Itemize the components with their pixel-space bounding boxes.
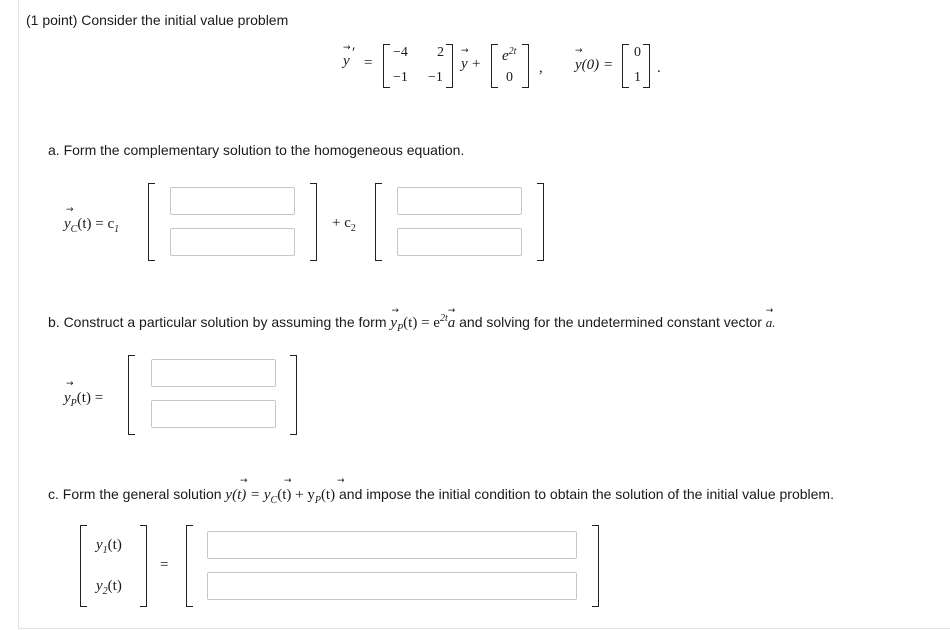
part-b-bottom-input[interactable] <box>151 400 276 428</box>
vector-arrow-icon: → <box>337 476 345 486</box>
part-a-vec1-bottom-input[interactable] <box>170 228 295 256</box>
initial-left-bracket <box>622 44 629 88</box>
vector-arrow-icon: → <box>343 43 351 53</box>
matrix-a21: −1 <box>393 70 408 85</box>
part-c-general: $y(t) = y_C(t) + y_P(t)$ <box>225 487 336 506</box>
vector-arrow-icon: → <box>66 379 74 389</box>
part-a-vec1-left-bracket <box>148 183 155 261</box>
ode-lhs-y: y <box>343 53 350 69</box>
part-c-left-lhs-bracket <box>80 525 87 607</box>
vector-arrow-icon: → <box>240 476 248 486</box>
forcing-top: $e^{2t}$ <box>502 46 517 64</box>
vector-arrow-icon: → <box>447 306 456 316</box>
initial-right-bracket <box>643 44 650 88</box>
initial-equals: = <box>604 57 613 73</box>
part-b-vector-a: → a. <box>765 306 776 330</box>
part-a-vec2-left-bracket <box>375 183 382 261</box>
forcing-right-bracket <box>522 44 529 88</box>
part-c-y1-input[interactable] <box>207 531 577 559</box>
part-a-vec2-bottom-input[interactable] <box>397 228 522 256</box>
vector-arrow-icon: → <box>391 306 399 316</box>
part-b-right-bracket <box>290 355 297 435</box>
initial-bottom: 1 <box>634 70 641 85</box>
part-c-y2-input[interactable] <box>207 572 577 600</box>
part-b-prompt-pre: b. Construct a particular solution by assuming the form <box>48 314 387 330</box>
vector-arrow-icon: → <box>284 476 292 486</box>
part-a-vec1-right-bracket <box>310 183 317 261</box>
forcing-left-bracket <box>491 44 498 88</box>
part-b-prompt <box>48 306 776 334</box>
vector-arrow-icon: → <box>66 205 74 215</box>
part-c-prompt-post: and impose the initial condition to obtain the solution of the initial value problem. <box>339 486 834 502</box>
matrix-left-bracket <box>383 44 390 88</box>
part-b-top-input[interactable] <box>151 359 276 387</box>
part-c-right-rhs-bracket <box>592 525 599 607</box>
part-c-y1-label: $y_1(t)$ <box>96 537 122 556</box>
part-c-right-lhs-bracket <box>140 525 147 607</box>
part-a-vec1-top-input[interactable] <box>170 187 295 215</box>
ode-plus: + <box>472 56 481 72</box>
part-c-y2-label: $y_2(t)$ <box>96 578 122 597</box>
part-b-prompt-post: and solving for the undetermined constant vector <box>459 314 762 330</box>
part-c-prompt-pre: c. Form the general solution <box>48 486 222 502</box>
ode-comma: , <box>539 60 543 76</box>
part-b-left-bracket <box>128 355 135 435</box>
part-c-left-rhs-bracket <box>186 525 193 607</box>
vector-arrow-icon: → <box>765 306 774 316</box>
part-c-prompt <box>48 486 834 506</box>
initial-period: . <box>657 60 661 76</box>
matrix-right-bracket <box>446 44 453 88</box>
initial-top: 0 <box>634 45 641 60</box>
initial-label: y(0) <box>575 57 600 73</box>
part-b-lhs: $y_P(t)$ = <box>64 390 104 409</box>
vector-arrow-icon: → <box>575 46 583 56</box>
part-a-vec2-top-input[interactable] <box>397 187 522 215</box>
part-a-prompt: a. Form the complementary solution to the homogeneous equation. <box>48 142 465 158</box>
ode-prime: ′ <box>352 45 356 61</box>
matrix-a11: −4 <box>393 45 408 60</box>
problem-intro: (1 point) Consider the initial value problem <box>26 12 289 28</box>
ode-equals: = <box>364 55 373 71</box>
matrix-a22: −1 <box>428 70 443 85</box>
matrix-a12: 2 <box>437 45 444 60</box>
part-a-vec2-right-bracket <box>537 183 544 261</box>
vector-arrow-icon: → <box>461 46 469 56</box>
part-b-form: → $y_P(t) = e^{2t}$ → a <box>390 306 456 334</box>
part-a-lhs: $y_C(t) = c_1$ <box>64 216 120 235</box>
forcing-bottom: 0 <box>506 70 513 85</box>
part-a-plus-c2: + $c_2$ <box>332 215 356 234</box>
part-c-equals: = <box>160 557 169 573</box>
ode-vec-y: y <box>461 56 468 72</box>
